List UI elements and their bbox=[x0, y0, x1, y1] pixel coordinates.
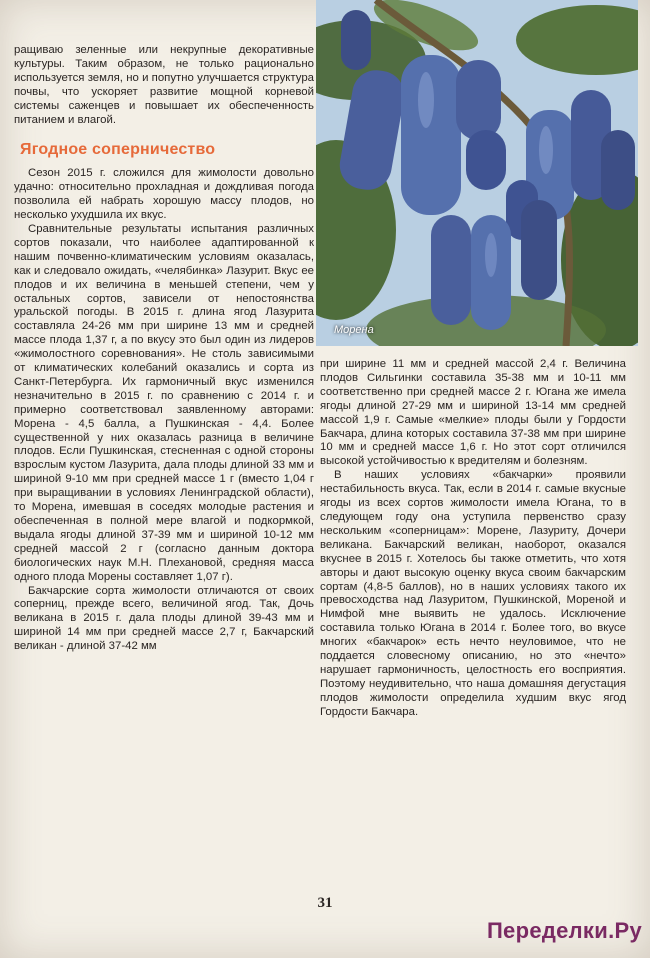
left-paragraph-3: Бакчарские сорта жимолости отличаются от своих соперниц, прежде всего, величиной ягод. Так, Дочь великана в 2015 г. дала плоды длиной 39-43 мм и шириной 14 мм при средней массе 2,7 г, Бакчарский великан - длиной 37-42 мм bbox=[14, 584, 314, 653]
left-paragraph-2: Сравнительные результаты испытания различных сортов показали, что наиболее адаптированной к нашим почвенно-климатическим условиям оказалась, как и следовало ожидать, «челябинка» Лазурит. Вкус ее плодов и их величина в меньшей степени, чем у остальных сортов, зависели от непостоянства уральской погоды. В 2015 г. длина ягод Лазурита составляла 24-26 мм при ширине 13 мм и средней массе плода 1,37 г, а по вкусу это был один из лидеров «жимолостного соревнования». Не столь зависимыми от климатических колебаний оказались и сорта из Санкт-Петербурга. Их гармоничный вкус изменился незначительно в 2015 г. по сравнению с 2014 г. и примерно соответствовал заявленному авторами: Морена - 4,5 балла, а Пушкинская - 4,4. Более существенной у них оказалась разница в величине плодов. Если Пушкинская, стесненная с одной стороны взрослым кустом Лазурита, дала плоды длиной 33 мм и шириной 9-10 мм при средней массе 1 г (вместо 1,04 г при выращивании в условиях Ленинградской области), то Морена, имевшая в соседях молодые растения и обеспеченная в полной мере влагой и подкормкой, выдала ягоды длиной 37-39 мм и шириной 10-12 мм средней массой 2 г (согласно данным доктора биологических наук М.Н. Плехановой, средняя масса одного плода Морены составляет 1,07 г). bbox=[14, 222, 314, 583]
right-paragraph-2: В наших условиях «бакчарки» проявили нестабильность вкуса. Так, если в 2014 г. самые вкусные ягоды из всех сортов жимолости имела Югана, то в следующем году она уступила первенство сразу нескольким «соперницам»: Морене, Лазуриту, Дочери великана. Бакчарский великан, наоборот, оказался вкуснее в 2015 г. Хотелось бы также отметить, что хотя авторы и дают высокую оценку вкуса своим бакчарским сортам (4,8-5 баллов), но в наших условиях такого их превосходства над Лазуритом, Пушкинской, Мореной и Нимфой мне выявить не удалось. Исключение составила только Югана в 2014 г. Более того, во вкусе многих «бакчарок» есть нечто неуловимое, что не поддается словесному описанию, но это «нечто» нарушает гармоничность, целостность его восприятия. Поэтому неудивительно, что наша домашняя дегустация плодов жимолости определила худшим вкус ягод Гордости Бакчара. bbox=[320, 469, 626, 718]
right-paragraph-1: при ширине 11 мм и средней массой 2,4 г. Величина плодов Сильгинки составила 35-38 мм и 10-11 мм соответственно при средней массе 2 г. Югана же имела ягоды длиной 27-29 мм и шириной 13-14 мм средней массой 1,9 г. Самые «мелкие» плоды были у Гордости Бакчара, длина которых составила 37-38 мм при ширине 10 мм и средней массе 1,6 г. Но этот сорт отличился высокой устойчивостью к вредителям и болезням. bbox=[320, 358, 626, 468]
photo-caption: Морена bbox=[334, 324, 374, 336]
right-column bbox=[320, 358, 626, 720]
site-watermark: Переделки.Ру bbox=[486, 918, 642, 943]
left-paragraph-1: Сезон 2015 г. сложился для жимолости довольно удачно: относительно прохладная и дождливая погода позволила ей набрать хорошую массу плодов, но несколько ухудшила их вкус. bbox=[14, 167, 314, 222]
berry-illustration bbox=[316, 0, 638, 346]
left-column bbox=[14, 44, 314, 654]
section-heading: Ягодное соперничество bbox=[20, 141, 216, 159]
page-number: 31 bbox=[317, 895, 333, 911]
intro-paragraph: ращиваю зеленные или некрупные декоративные культуры. Таким образом, не только рационально используется земля, но и попутно улучшается структура почвы, что ускоряет развитие мощной корневой системы саженцев и повышает их обеспеченность питанием и влагой. bbox=[14, 44, 314, 126]
honeysuckle-photo bbox=[316, 0, 638, 346]
